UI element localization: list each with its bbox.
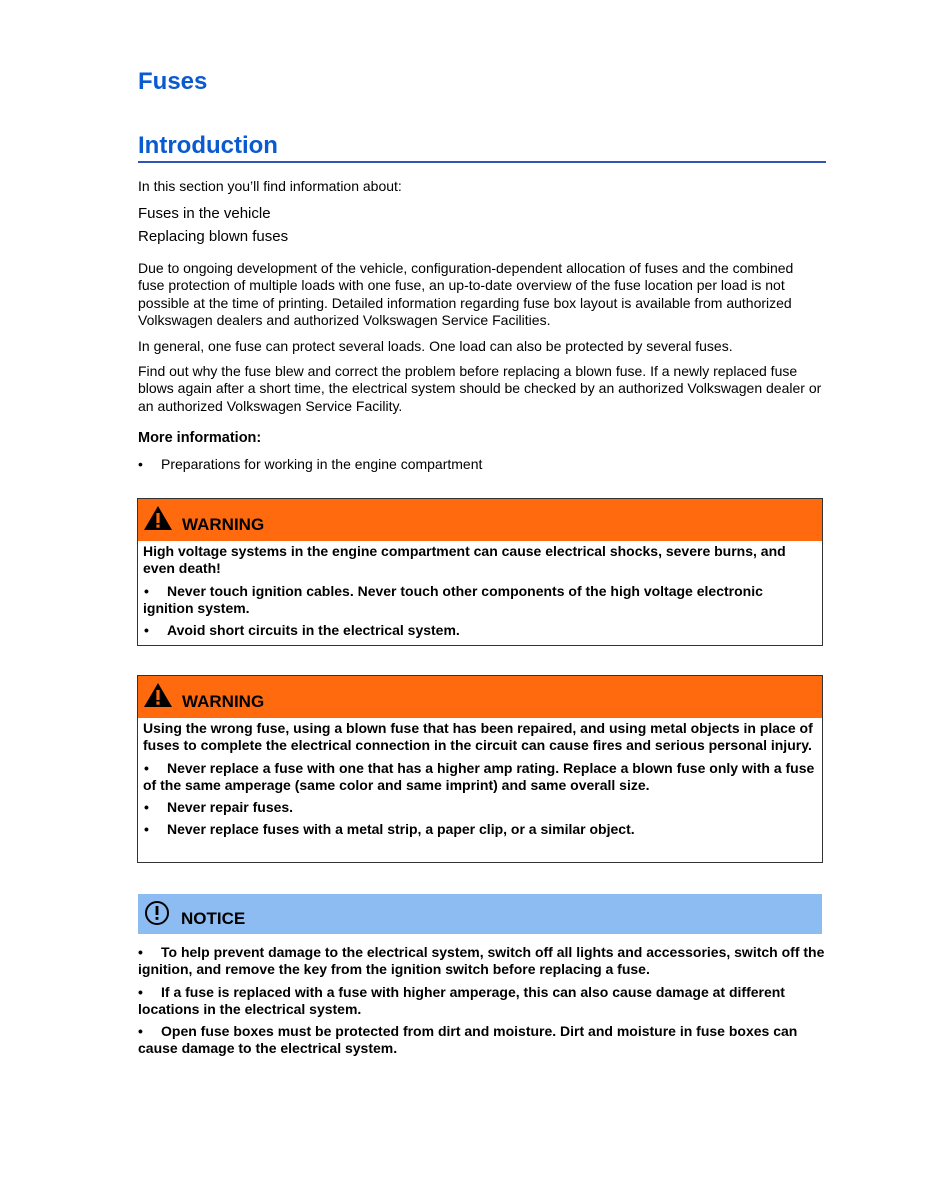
toc-list	[138, 202, 288, 248]
bullet: •	[144, 622, 149, 639]
bullet: •	[138, 944, 143, 960]
warning-box	[137, 675, 823, 863]
bullet: •	[144, 799, 149, 816]
intro-text: In this section you’ll find information about:	[138, 178, 402, 194]
section-heading: Introduction	[138, 132, 826, 163]
notice-header	[138, 894, 822, 934]
list-item	[138, 456, 482, 472]
page-title: Fuses	[138, 68, 208, 95]
more-info-list	[138, 456, 482, 472]
warning-header	[138, 676, 822, 718]
bullet: •	[138, 983, 143, 1000]
paragraph: Due to ongoing development of the vehicle, configuration-dependent allocation of fuses and the combined fuse protection of multiple loads with one fuse, an up-to-date overview of the fuse location per load is not possible at the time of printing. Detailed information regarding fuse box layout is available from authorized Volkswagen dealers and authorized Volkswagen Service Facilities.	[138, 260, 794, 328]
bullet: •	[138, 1023, 143, 1040]
bullet: •	[138, 456, 143, 472]
warning-lead: Using the wrong fuse, using a blown fuse that has been repaired, and using metal objects in place of fuses to complete the electrical connection in the circuit can cause fires and serious personal injury.	[143, 720, 813, 754]
exclamation-circle-icon	[144, 900, 170, 931]
list-item: • Never replace fuses with a metal strip, a paper clip, or a similar object.	[144, 821, 635, 838]
warning-title: WARNING	[182, 515, 265, 534]
list-item: • Never touch ignition cables. Never touch other components of the high voltage electronic ignition system.	[143, 582, 763, 616]
list-item: • Avoid short circuits in the electrical system.	[144, 622, 460, 639]
list-item: • Never repair fuses.	[144, 799, 294, 816]
list-item: • Never replace a fuse with one that has a higher amp rating. Replace a blown fuse only with a fuse of the same amperage (same color and same imprint) and same overall size.	[143, 759, 815, 793]
list-item: • If a fuse is replaced with a fuse with higher amperage, this can also cause damage at different locations in the electrical system.	[138, 983, 785, 1017]
paragraph: Find out why the fuse blew and correct the problem before replacing a blown fuse. If a newly replaced fuse blows again after a short time, the electrical system should be checked by an authorized Volkswagen dealer or an authorized Volkswagen Service Facility.	[138, 363, 822, 414]
bullet: •	[144, 582, 149, 599]
toc-link[interactable]: Fuses in the vehicle	[138, 205, 271, 222]
more-info-link[interactable]: Preparations for working in the engine compartment	[161, 456, 483, 472]
bullet: •	[144, 759, 149, 776]
warning-title: WARNING	[182, 692, 265, 711]
warning-header	[138, 499, 822, 541]
paragraph: In general, one fuse can protect several loads. One load can also be protected by several fuses.	[138, 338, 733, 354]
warning-lead: High voltage systems in the engine compartment can cause electrical shocks, severe burns, and even death!	[143, 543, 786, 577]
list-item: • To help prevent damage to the electrical system, switch off all lights and accessories, switch off the ignition, and remove the key from the ignition switch before replacing a fuse.	[138, 944, 825, 978]
warning-body	[138, 541, 822, 639]
notice-title: NOTICE	[181, 909, 246, 928]
toc-link[interactable]: Replacing blown fuses	[138, 228, 289, 245]
warning-box	[137, 498, 823, 646]
bullet: •	[144, 821, 149, 838]
warning-triangle-icon	[143, 505, 173, 536]
more-info-heading: More information:	[138, 430, 262, 446]
notice-body	[138, 944, 826, 1063]
warning-body	[138, 718, 822, 839]
list-item: • Open fuse boxes must be protected from dirt and moisture. Dirt and moisture in fuse boxes can cause damage to the electrical system.	[138, 1023, 798, 1057]
warning-triangle-icon	[143, 682, 173, 713]
